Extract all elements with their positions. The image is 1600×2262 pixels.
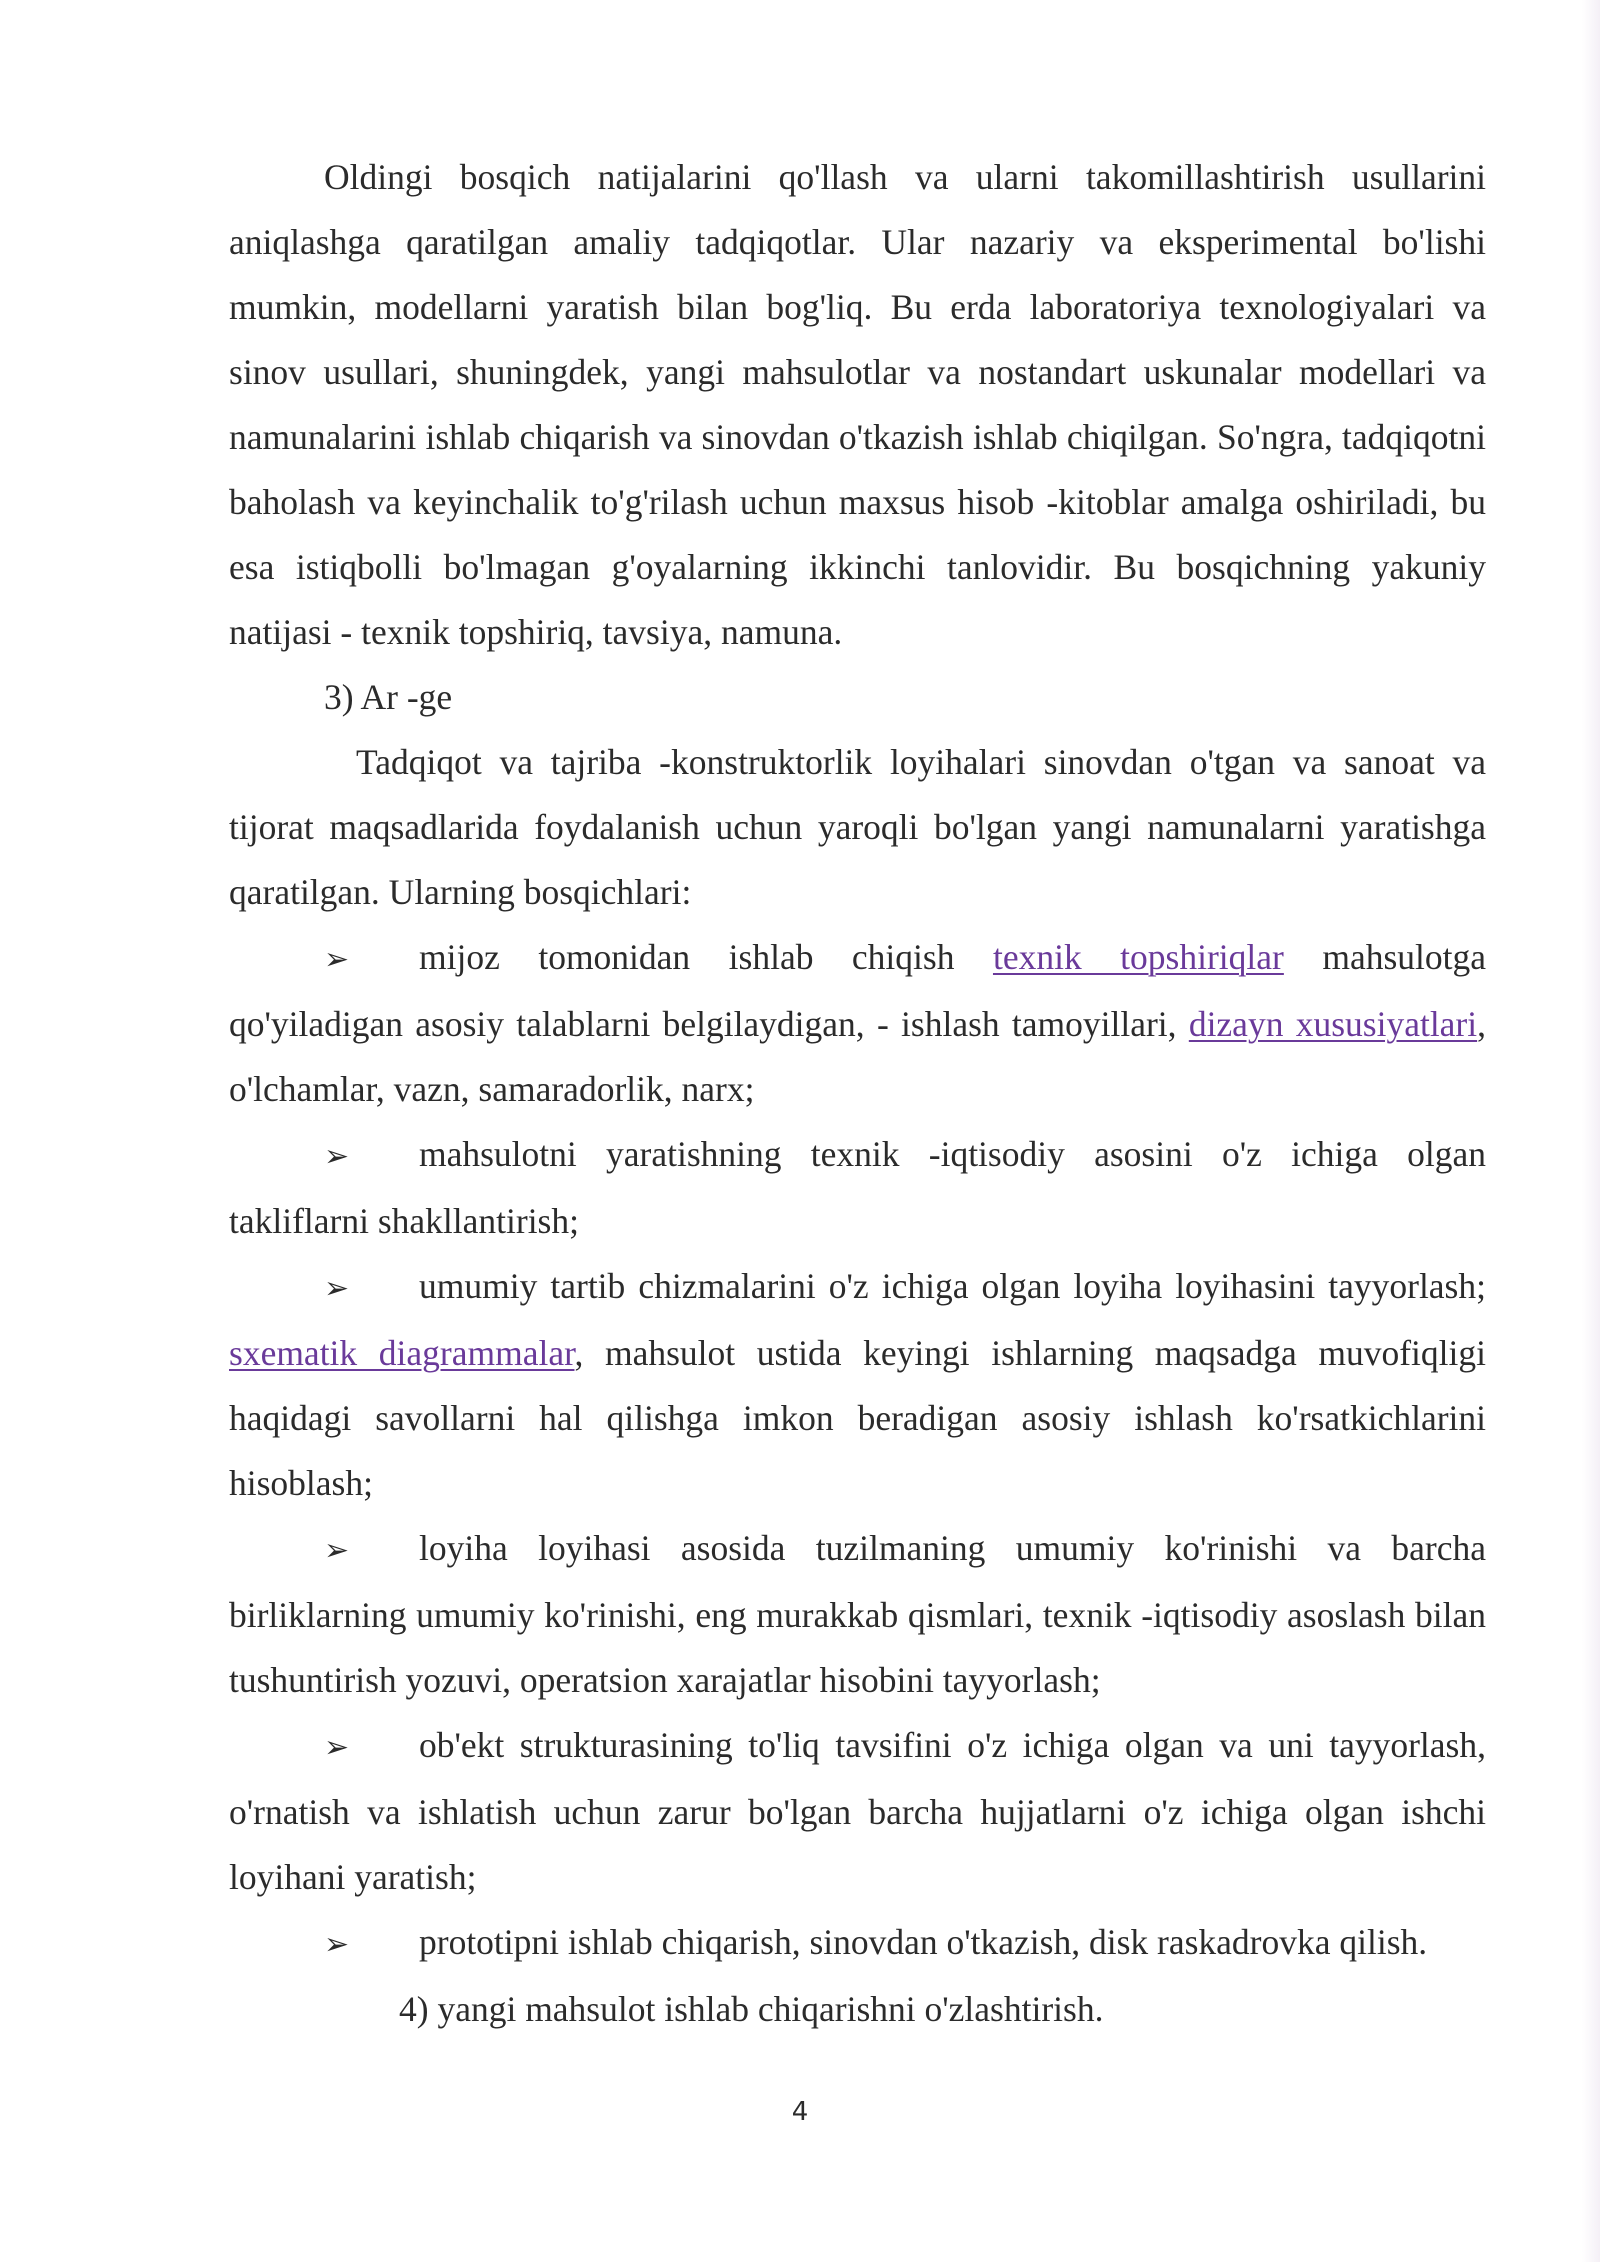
page-edge-shadow (1582, 0, 1600, 2262)
list-item (229, 925, 1486, 1122)
list-item (229, 1516, 1486, 1713)
arrow-bullet-icon: ➢ (324, 1533, 350, 1568)
list-item-text: ob'ekt strukturasining to'liq tavsifini o'z ichiga olgan va uni tayyorlash, o'rnatish va ishlatish uchun zarur bo'lgan barcha hujjatlarni o'z ichiga olgan ishchi loyihani yaratish; (229, 1725, 1486, 1897)
list-item-text: prototipni ishlab chiqarish, sinovdan o'tkazish, disk raskadrovka qilish. (419, 1922, 1428, 1962)
list-item-text: mahsulotga qo'yiladigan asosiy talablarni belgilaydigan, - ishlash tamoyillari, (229, 937, 1487, 1044)
design-features-link[interactable]: dizayn xususiyatlari (1188, 1004, 1478, 1044)
list-item-text: , o'lchamlar, vazn, samaradorlik, narx; (229, 1004, 1486, 1109)
list-item (229, 1713, 1486, 1910)
list-item-text: umumiy tartib chizmalarini o'z ichiga olgan loyiha loyihasini tayyorlash; (419, 1266, 1486, 1306)
section-item-4: 4) yangi mahsulot ishlab chiqarishni o'zlashtirish. (399, 1989, 1104, 2029)
arrow-bullet-icon: ➢ (324, 1927, 350, 1962)
list-item-text: mijoz tomonidan ishlab chiqish (419, 937, 993, 977)
schematic-diagrams-link[interactable]: sxematik diagrammalar (229, 1333, 575, 1373)
technical-specifications-link[interactable]: texnik topshiriqlar (992, 937, 1284, 977)
arrow-bullet-icon: ➢ (324, 942, 350, 977)
arrow-bullet-icon: ➢ (324, 1271, 350, 1306)
list-item-text: loyiha loyihasi asosida tuzilmaning umumiy ko'rinishi va barcha birliklarning umumiy ko'rinishi, eng murakkab qismlari, texnik -iqtisodiy asoslash bilan tushuntirish yozuvi, operatsion xarajatlar hisobini tayyorlash; (229, 1528, 1486, 1700)
page-number: 4 (791, 2097, 809, 2127)
list-item (229, 1254, 1486, 1516)
arrow-bullet-icon: ➢ (324, 1139, 350, 1174)
list-item (229, 1122, 1486, 1254)
paragraph-applied-research: Oldingi bosqich natijalarini qo'llash va ularni takomillashtirish usullarini aniqlashga qaratilgan amaliy tadqiqotlar. Ular nazariy va eksperimental bo'lishi mumkin, modellarni yaratish bilan bog'liq. Bu erda laboratoriya texnologiyalari va sinov usullari, shuningdek, yangi mahsulotlar va nostandart uskunalar modellari va namunalarini ishlab chiqarish va sinovdan o'tkazish ishlab chiqilgan. So'ngra, tadqiqotni baholash va keyinchalik to'g'rilash uchun maxsus hisob -kitoblar amalga oshiriladi, bu esa istiqbolli bo'lmagan g'oyalarning ikkinchi tanlovidir. Bu bosqichning yakuniy natijasi - texnik topshiriq, tavsiya, namuna. (229, 157, 1486, 652)
list-item (229, 1910, 1486, 1977)
section-heading-ar-ge: 3) Ar -ge (324, 677, 453, 717)
paragraph-rnd-description: Tadqiqot va tajriba -konstruktorlik loyihalari sinovdan o'tgan va sanoat va tijorat maqsadlarida foydalanish uchun yaroqli bo'lgan yangi namunalarni yaratishga qaratilgan. Ularning bosqichlari: (229, 742, 1486, 912)
list-item-text: , mahsulot ustida keyingi ishlarning maqsadga muvofiqligi haqidagi savollarni hal qilishga imkon beradigan asosiy ishlash ko'rsatkichlarini hisoblash; (229, 1333, 1486, 1503)
arrow-bullet-icon: ➢ (324, 1730, 350, 1765)
document-body (229, 145, 1486, 2042)
list-item-text: mahsulotni yaratishning texnik -iqtisodiy asosini o'z ichiga olgan takliflarni shakllantirish; (229, 1134, 1486, 1241)
